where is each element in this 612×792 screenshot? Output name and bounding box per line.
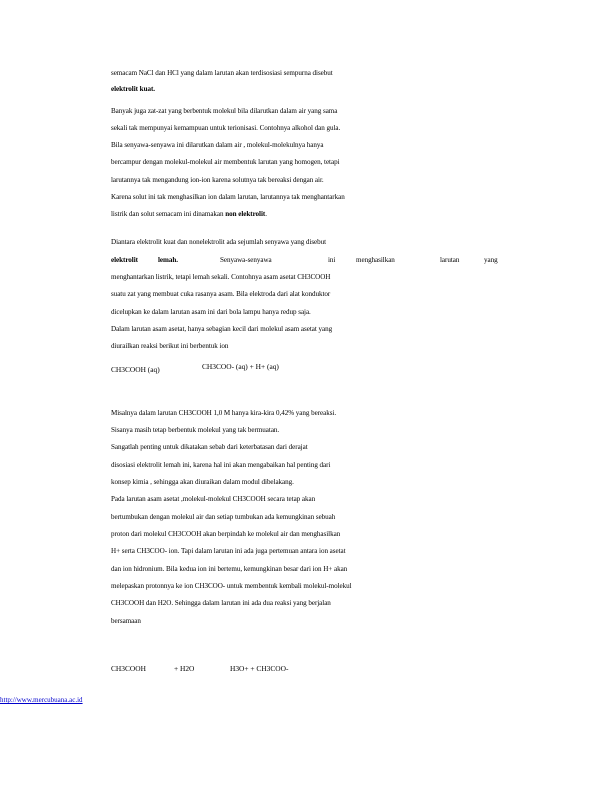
text-line: H+ serta CH3COO- ion. Tapi dalam larutan ini ada juga pertemuan antara ion asetat bbox=[111, 547, 346, 555]
text-line: disosiasi elektrolit lemah ini, karena hal ini akan mengabaikan hal penting dari bbox=[111, 461, 331, 469]
text-line-bold: elektrolit kuat. bbox=[111, 85, 155, 93]
text-line: Diantara elektrolit kuat dan nonelektrolit ada sejumlah senyawa yang disebut bbox=[111, 238, 327, 246]
text-word: larutan bbox=[440, 256, 460, 264]
text-line: dan ion hidronium. Bila kedua ion ini bertemu, kemungkinan besar dari ion H+ akan bbox=[111, 565, 348, 573]
text-segment: . bbox=[265, 210, 267, 218]
text-line: bertumbukan dengan molekul air dan setiap tumbukan ada kemungkinan sebuah bbox=[111, 513, 336, 521]
text-line: suatu zat yang membuat cuka rasanya asam. Bila elektroda dari alat konduktor bbox=[111, 290, 331, 298]
text-line: Sangatlah penting untuk dikatakan sebab dari keterbatasan dari derajat bbox=[111, 443, 308, 451]
equation2-products: H3O+ + CH3COO- bbox=[230, 664, 289, 673]
text-word: Senyawa-senyawa bbox=[220, 256, 272, 264]
text-line: bercampur dengan molekul-molekul air membentuk larutan yang homogen, tetapi bbox=[111, 158, 340, 166]
text-word: yang bbox=[484, 256, 498, 264]
text-line: proton dari molekul CH3COOH akan berpindah ke molekul air dan menghasilkan bbox=[111, 530, 341, 538]
text-line: Bila senyawa-senyawa ini dilarutkan dalam air , molekul-molekulnya hanya bbox=[111, 141, 324, 149]
equation-left: CH3COOH (aq) bbox=[111, 365, 160, 374]
text-line: sekali tak mempunyai kemampuan untuk terionisasi. Contohnya alkohol dan gula. bbox=[111, 124, 341, 132]
footer-website-link[interactable]: http://www.mercubuana.ac.id bbox=[0, 696, 83, 704]
text-segment: listrik dan solut semacam ini dinamakan bbox=[111, 210, 226, 218]
term-lemah: lemah. bbox=[158, 256, 178, 264]
text-line: Sisanya masih tetap berbentuk molekul yang tak bermuatan. bbox=[111, 426, 280, 434]
term-elektrolit: elektrolit bbox=[111, 256, 138, 264]
text-line: Karena solut ini tak menghasilkan ion dalam larutan, larutannya tak menghantarkan bbox=[111, 193, 345, 201]
text-line: Banyak juga zat-zat yang berbentuk molekul bila dilarutkan dalam air yang sama bbox=[111, 107, 338, 115]
equation2-reactant-1: CH3COOH bbox=[111, 664, 146, 673]
text-line: Dalam larutan asam asetat, hanya sebagian kecil dari molekul asam asetat yang bbox=[111, 325, 333, 333]
text-word: menghasilkan bbox=[356, 256, 395, 264]
text-line: semacam NaCl dan HCl yang dalam larutan akan terdisosiasi sempurna disebut bbox=[111, 69, 333, 77]
text-line: menghantarkan listrik, tetapi lemah sekali. Contohnya asam asetat CH3COOH bbox=[111, 273, 331, 281]
text-line: dicelupkan ke dalam larutan asam ini dari bola lampu hanya redup saja. bbox=[111, 308, 311, 316]
equation-right: CH3COO- (aq) + H+ (aq) bbox=[202, 362, 279, 371]
text-word: ini bbox=[328, 256, 336, 264]
text-line: Pada larutan asam asetat ,molekul-molekul CH3COOH secara tetap akan bbox=[111, 495, 316, 503]
text-line: CH3COOH dan H2O. Sehingga dalam larutan ini ada dua reaksi yang berjalan bbox=[111, 599, 331, 607]
text-line: Misalnya dalam larutan CH3COOH 1,0 M hanya kira-kira 0,42% yang bereaksi. bbox=[111, 409, 337, 417]
term-non-elektrolit: non elektrolit bbox=[225, 210, 266, 218]
equation2-reactant-2: + H2O bbox=[174, 664, 195, 673]
text-line: diurailkan reaksi berikut ini berbentuk ion bbox=[111, 342, 229, 350]
text-line: melepaskan protonnya ke ion CH3COO- untuk membentuk kembali molekul-molekul bbox=[111, 582, 352, 590]
text-line: larutannya tak mengandung ion-ion karena solutnya tak bereaksi dengan air. bbox=[111, 176, 324, 184]
text-line: bersamaan bbox=[111, 617, 141, 625]
text-line bbox=[111, 210, 267, 219]
text-line: konsep kimia , sehingga akan diuraikan dalam modul dibelakang. bbox=[111, 478, 294, 486]
